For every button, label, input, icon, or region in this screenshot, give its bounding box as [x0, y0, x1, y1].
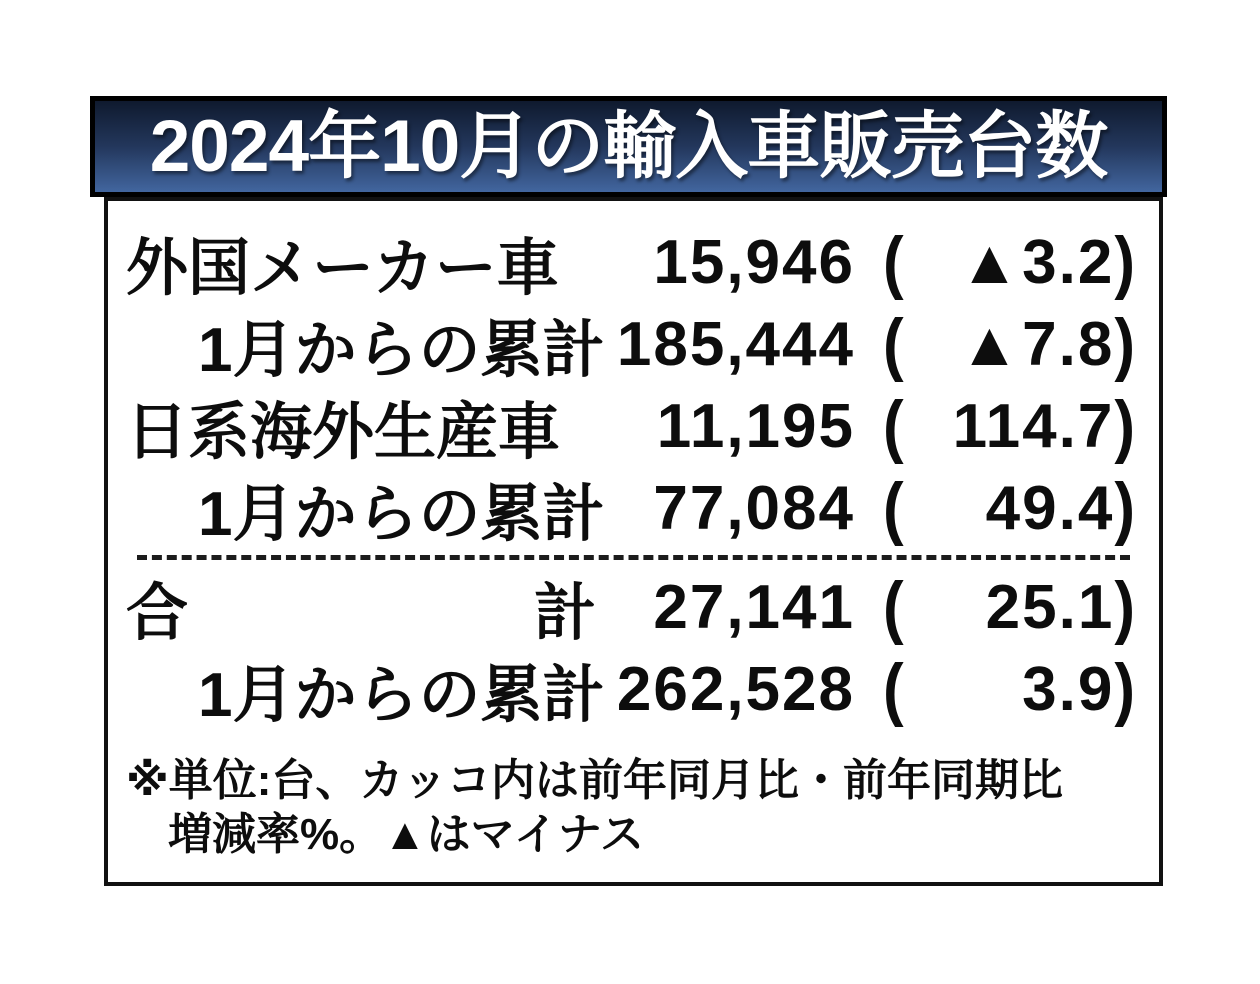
table-row-total — [126, 566, 1135, 648]
row-pct-group — [855, 305, 1135, 383]
row-label: 外国メーカー車 — [126, 233, 559, 303]
table-row — [126, 648, 1135, 730]
row-value: 77,084 — [653, 473, 855, 543]
paren-close: ) — [1114, 469, 1135, 547]
sales-figure — [90, 96, 1167, 859]
row-pct-change: 3.9 — [1022, 654, 1115, 724]
paren-close: ) — [1114, 568, 1135, 646]
row-value: 15,946 — [653, 227, 855, 297]
paren-close: ) — [1114, 223, 1135, 301]
paren-close: ) — [1114, 305, 1135, 383]
footnote-line-1: ※単位:台、カッコ内は前年同月比・前年同期比 — [126, 756, 1063, 805]
total-label-right: 計 — [533, 578, 596, 648]
data-table — [104, 197, 1163, 886]
row-label: 日系海外生産車 — [126, 397, 561, 467]
paren-close: ) — [1114, 650, 1135, 728]
row-pct-group — [855, 650, 1135, 728]
row-pct-group — [855, 568, 1135, 646]
paren-open: ( — [883, 305, 904, 383]
footnote-line-2: 増減率%。▲はマイナス — [168, 810, 645, 859]
paren-open: ( — [883, 223, 904, 301]
total-label-left: 合 — [126, 578, 189, 648]
row-label: 1月からの累計 — [198, 660, 605, 730]
row-value: 185,444 — [616, 309, 855, 379]
footnote — [126, 754, 1135, 862]
table-row — [126, 221, 1135, 303]
title-bar — [90, 96, 1167, 197]
row-label: 1月からの累計 — [198, 479, 605, 549]
row-pct-group — [855, 223, 1135, 301]
paren-close: ) — [1114, 387, 1135, 465]
row-label: 1月からの累計 — [198, 315, 605, 385]
page-title: 2024年10月の輸入車販売台数 — [149, 106, 1108, 187]
table-row — [126, 303, 1135, 385]
paren-open: ( — [883, 568, 904, 646]
row-value: 262,528 — [616, 654, 855, 724]
row-value: 11,195 — [656, 391, 855, 461]
row-value: 27,141 — [653, 572, 855, 642]
row-pct-group — [855, 387, 1135, 465]
table-row — [126, 467, 1135, 549]
row-pct-change: ▲3.2 — [958, 227, 1115, 297]
table-row — [126, 385, 1135, 467]
row-pct-change: 114.7 — [952, 391, 1115, 461]
paren-open: ( — [883, 469, 904, 547]
dashed-separator — [137, 555, 1130, 560]
row-pct-change: ▲7.8 — [958, 309, 1115, 379]
paren-open: ( — [883, 387, 904, 465]
paren-open: ( — [883, 650, 904, 728]
row-pct-change: 25.1 — [985, 572, 1115, 642]
row-pct-change: 49.4 — [985, 473, 1115, 543]
row-pct-group — [855, 469, 1135, 547]
row-label-total — [126, 563, 596, 652]
